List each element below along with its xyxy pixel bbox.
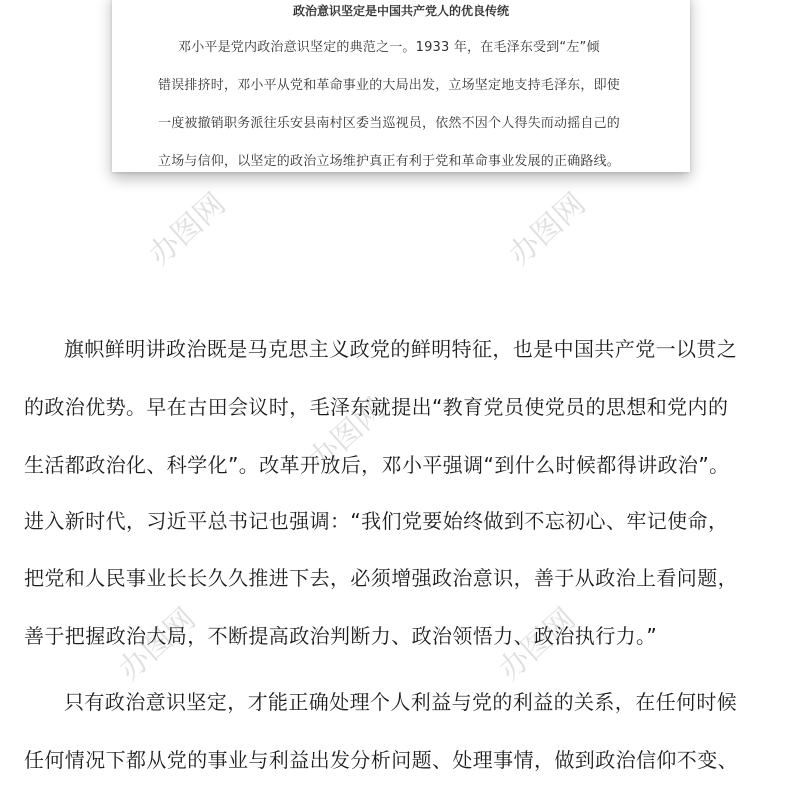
watermark: 办图网 [112,601,203,688]
card-title: 政治意识坚定是中国共产党人的优良传统 [292,4,509,18]
card-line: 邓小平是党内政治意识坚定的典范之一。1933 年，在毛泽东受到“左”倾 [178,40,600,55]
watermark: 办图网 [502,186,593,273]
card-line: 立场与信仰，以坚定的政治立场维护真正有利于党和革命事业发展的正确路线。 [158,154,621,169]
paragraph-line: 把党和人民事业长长久久推进下去，必须增强政治意识，善于从政治上看问题， [24,566,738,590]
paragraph-line: 的政治优势。早在古田会议时，毛泽东就提出“教育党员使党员的思想和党内的 [24,395,729,419]
quote-card [112,0,690,172]
paragraph-line: 只有政治意识坚定，才能正确处理个人利益与党的利益的关系，在任何时候 [64,690,738,714]
paragraph-line: 善于把握政治大局，不断提高政治判断力、政治领悟力、政治执行力。” [24,624,658,648]
paragraph-line: 旗帜鲜明讲政治既是马克思主义政党的鲜明特征，也是中国共产党一以贯之 [64,337,738,361]
paragraph-line: 任何情况下都从党的事业与利益出发分析问题、处理事情，做到政治信仰不变、 [24,748,738,772]
card-line: 一度被撤销职务派往乐安县南村区委当巡视员，依然不因个人得失而动摇自己的 [158,116,621,131]
watermark: 办图网 [302,391,393,478]
paragraph-line: 进入新时代，习近平总书记也强调：“我们党要始终做到不忘初心、牢记使命， [24,509,729,533]
card-line: 错误排挤时，邓小平从党和革命事业的大局出发，立场坚定地支持毛泽东，即使 [158,78,621,93]
watermark: 办图网 [492,601,583,688]
watermark: 办图网 [142,186,233,273]
paragraph-line: 生活都政治化、科学化”。改革开放后，邓小平强调“到什么时候都得讲政治”。 [24,453,730,477]
